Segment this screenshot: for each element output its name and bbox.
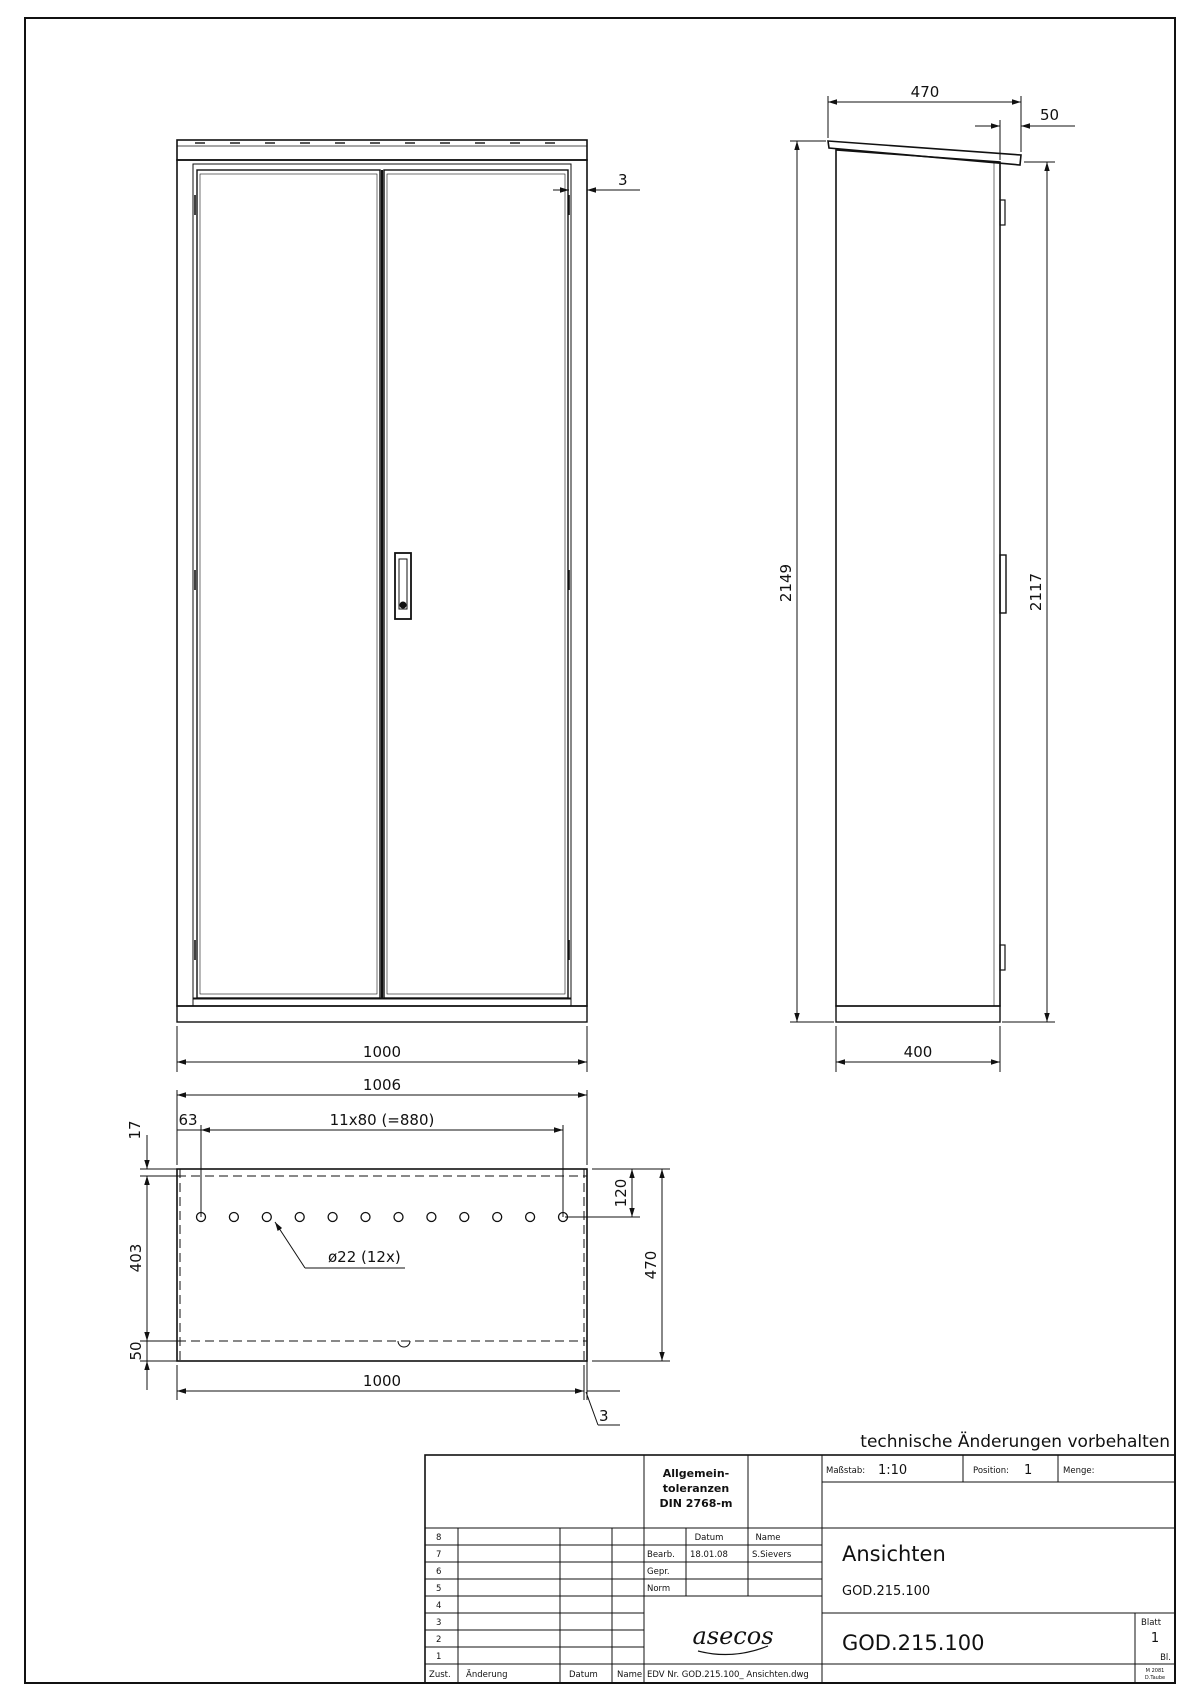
quantity-label: Menge:: [1063, 1466, 1095, 1476]
side-overhang-dimension: [975, 120, 1075, 160]
left-door: [197, 170, 380, 998]
plan-bottom-width-label: 1000: [362, 1372, 402, 1390]
plan-hole: [394, 1213, 403, 1222]
sheet-value: 1: [1150, 1631, 1160, 1646]
side-body: [836, 150, 1000, 1006]
norm-line-2: D.Taube: [1144, 1675, 1166, 1681]
bearb-date: 18.01.08: [690, 1550, 728, 1560]
asecos-logo: asecos: [692, 1622, 774, 1650]
sheet-total: Bl.: [1160, 1653, 1171, 1663]
plan-hole: [229, 1213, 238, 1222]
col-zust: Zust.: [429, 1670, 451, 1680]
plan-overall-width-label: 1006: [362, 1076, 402, 1094]
position-value: 1: [1024, 1463, 1033, 1478]
scale-value: 1:10: [878, 1463, 908, 1478]
plan-total-depth-label: 470: [642, 1250, 660, 1280]
plan-hole: [361, 1213, 370, 1222]
side-plinth: [836, 1006, 1000, 1022]
plan-hole: [460, 1213, 469, 1222]
plan-spacing-label: 11x80 (=880): [329, 1111, 435, 1129]
side-overall-height-dimension: [790, 141, 834, 1022]
tolerance-line-3: DIN 2768-m: [659, 1497, 733, 1510]
edv-label: EDV Nr. GOD.215.100_ Ansichten.dwg: [647, 1670, 809, 1680]
side-body-height-label: 2117: [1027, 572, 1045, 612]
plan-edge-offset-label: 63: [178, 1111, 198, 1129]
col-name: Name: [755, 1533, 781, 1543]
tolerance-line-2: toleranzen: [662, 1482, 730, 1495]
bearb-name: S.Sievers: [752, 1550, 792, 1560]
tolerance-line-1: Allgemein-: [662, 1467, 730, 1480]
revision-number-3: 3: [436, 1618, 442, 1628]
drawing-subtitle-number: GOD.215.100: [842, 1584, 931, 1599]
plan-hole: [328, 1213, 337, 1222]
scale-label: Maßstab:: [826, 1466, 866, 1476]
row-bearb: Bearb.: [647, 1550, 675, 1560]
side-depth-label: 470: [910, 83, 940, 101]
position-label: Position:: [973, 1466, 1009, 1476]
plan-top-margin-label: 17: [126, 1120, 144, 1140]
side-overall-height-label: 2149: [777, 563, 795, 603]
plan-gap-label: 3: [599, 1407, 609, 1425]
front-view: [177, 140, 587, 1022]
col-rev-name: Name: [617, 1670, 643, 1680]
revision-number-2: 2: [436, 1635, 442, 1645]
title-block: [425, 1455, 1175, 1683]
side-overhang-label: 50: [1040, 106, 1060, 124]
col-aenderung: Änderung: [466, 1670, 508, 1680]
side-base-depth-label: 400: [903, 1043, 933, 1061]
front-plinth: [177, 1006, 587, 1022]
title-block-text: [429, 1463, 1171, 1681]
revision-number-8: 8: [436, 1533, 442, 1543]
revision-number-5: 5: [436, 1584, 442, 1594]
norm-line-1: M 2081: [1145, 1668, 1165, 1674]
col-datum: Datum: [694, 1533, 724, 1543]
plan-hole: [493, 1213, 502, 1222]
plan-hole-row-label: 120: [612, 1178, 630, 1208]
revision-number-6: 6: [436, 1567, 442, 1577]
plan-hole: [262, 1213, 271, 1222]
drawing-title: Ansichten: [842, 1542, 946, 1566]
drawing-number: GOD.215.100: [842, 1631, 985, 1655]
plan-inner-depth-label: 403: [127, 1243, 145, 1273]
col-rev-datum: Datum: [569, 1670, 598, 1680]
plan-bottom-margin-dimension: [140, 1341, 177, 1390]
row-gepr: Gepr.: [647, 1567, 670, 1577]
plan-hole: [427, 1213, 436, 1222]
plan-hole-callout-label: ø22 (12x): [328, 1248, 401, 1266]
front-width-label: 1000: [362, 1043, 402, 1061]
plan-top-margin-dimension: [140, 1135, 177, 1210]
row-norm: Norm: [647, 1584, 671, 1594]
technical-changes-notice: technische Änderungen vorbehalten: [860, 1432, 1170, 1452]
revision-number-4: 4: [436, 1601, 442, 1611]
plan-bottom-margin-label: 50: [127, 1341, 145, 1361]
front-gap-label: 3: [618, 171, 628, 189]
side-view: [828, 141, 1021, 1022]
revision-number-7: 7: [436, 1550, 442, 1560]
plan-spacing-dimension: [177, 1125, 563, 1217]
sheet-label: Blatt: [1141, 1618, 1162, 1628]
plan-hole: [295, 1213, 304, 1222]
plan-hole: [526, 1213, 535, 1222]
revision-number-1: 1: [436, 1652, 442, 1662]
plan-holes: [197, 1213, 568, 1222]
